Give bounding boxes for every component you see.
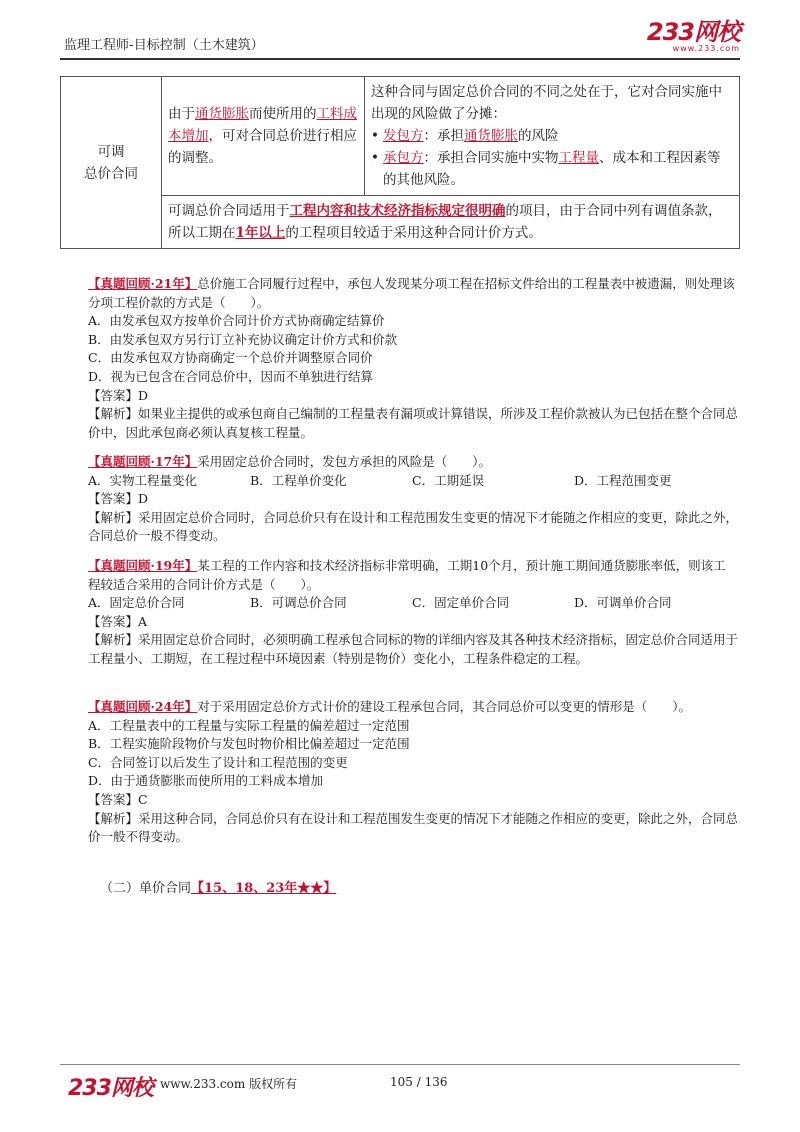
apply-text: 可调总价合同适用于 [168,203,290,219]
page-footer [60,1064,740,1105]
desc-text: 由于 [168,106,195,122]
question-block [88,275,738,442]
option: A．由发承包双方按单价合同计价方式协商确定结算价 [88,313,385,329]
question-text: 采用固定总价合同时，发包方承担的风险是（ ）。 [197,454,492,469]
option: B．由发承包双方另行订立补充协议确定计价方式和价款 [88,331,398,347]
option: C．由发承包双方协商确定一个总价并调整原合同价 [88,350,373,366]
question-text: 总价施工合同履行过程中，承包人发现某分项工程在招标文件给出的工程量表中被遗漏，则处理该分项工程价款的方式是（ ）。 [88,276,735,310]
highlight-contractor: 承包方 [383,150,424,166]
highlight-inflation: 通货膨胀 [195,106,249,122]
logo-text: 233网校 [646,18,740,46]
risk-text: ：承担合同实施中实物 [423,150,559,166]
risk-text: 、成本和工程因素等的其他风险。 [383,150,721,188]
option: D．由于通货膨胀而使所用的工料成本增加 [88,773,324,789]
risk-sharing-cell [365,77,740,196]
document-title: 监理工程师-目标控制（土木建筑） [64,38,264,53]
risk-text: 的风险 [518,128,559,144]
risk-text: ：承担 [423,128,464,144]
highlight-duration: 1年以上 [235,225,286,241]
analysis: 【解析】采用这种合同，合同总价只有在设计和工程范围发生变更的情况下才能随之作相应的变更，除此之外，合同总价一般不得变动。 [88,810,739,845]
adjust-desc-cell [162,77,365,196]
option: C．工期延误 [412,472,485,488]
desc-text: 而使所用的 [249,106,317,122]
question-tag: 【真题回顾·19年】 [88,558,198,573]
option: B．工程实施阶段物价与发包时物价相比偏差超过一定范围 [88,736,410,752]
contract-type-line1: 可调 [97,143,125,160]
answer: 【答案】D [88,387,149,403]
table-row [61,196,740,249]
option: D．视为已包含在合同总价中，因而不单独进行结算 [88,368,374,384]
list-item [371,125,733,147]
option: D．工程范围变更 [574,472,672,488]
answer: 【答案】C [88,791,148,807]
highlight-inflation: 通货膨胀 [464,128,518,144]
analysis: 【解析】采用固定总价合同时，合同总价只有在设计和工程范围发生变更的情况下才能随之作相应的变更，除此之外，合同总价一般不得变动。 [88,509,739,544]
option: C．固定单价合同 [412,595,510,611]
option: A．固定总价合同 [88,595,185,611]
options-row [88,472,738,491]
highlight-criteria: 工程内容和技术经济指标规定很明确 [289,203,506,219]
diff-intro: 这种合同与固定总价合同的不同之处在于，它对合同实施中出现的风险做了分摊： [371,84,722,122]
contract-table [60,76,740,249]
option: B．工程单价变化 [250,472,347,488]
contract-type-line2: 总价合同 [84,165,138,182]
section-tag: 【15、18、23年★★】 [191,881,337,896]
option: D．可调单价合同 [574,595,672,611]
option: B．可调总价合同 [250,595,347,611]
option: A．工程量表中的工程量与实际工程量的偏差超过一定范围 [88,717,410,733]
table-row [61,77,740,196]
question-block [88,698,738,847]
brand-logo [647,20,740,53]
copyright: www.233.com 版权所有 [160,1077,298,1091]
logo-url: www.233.com [672,44,740,53]
footer-logo: 233网校 [68,1076,153,1101]
highlight-quantity: 工程量 [558,150,599,166]
desc-text: ，可对合同总价进行相应的调整。 [168,128,357,166]
question-text: 某工程的工作内容和技术经济指标非常明确，工期10个月，预计施工期间通货膨胀率低，则该工程较适合采用的合同计价方式是（ ）。 [88,558,726,592]
question-block [88,453,738,546]
answer: 【答案】D [88,491,149,507]
section-heading [100,877,336,896]
answer: 【答案】A [88,613,148,629]
highlight-cost: 工料成本增加 [168,106,357,144]
option: C．合同签订以后发生了设计和工程范围的变更 [88,754,348,770]
list-item [371,147,733,191]
question-tag: 【真题回顾·17年】 [88,454,198,469]
option: A．实物工程量变化 [88,472,198,488]
analysis: 【解析】如果业主提供的或承包商自己编制的工程量表有漏项或计算错误，所涉及工程价款被认为已包括在整个合同总价中，因此承包商必须认真复核工程量。 [88,406,739,440]
analysis: 【解析】采用固定总价合同时，必须明确工程承包合同标的物的详细内容及其各种技术经济指标，固定总价合同适用于工程量小、工期短，在工程过程中环境因素（特别是物价）变化小，工程条件稳定的工程。 [88,632,739,666]
apply-text: 的工程项目较适于采用这种合同计价方式。 [285,225,542,241]
page-header [60,18,740,60]
page-number: 105 / 136 [390,1075,448,1089]
apply-text: 的项目，由于合同中列有调值条款，所以工期在 [168,203,722,241]
highlight-owner: 发包方 [383,128,424,144]
question-text: 对于采用固定总价方式计价的建设工程承包合同，其合同总价可以变更的情形是（ ）。 [197,699,692,714]
applicability-cell [162,196,740,249]
options-row [88,594,738,613]
risk-list [371,125,733,191]
section-label: （二）单价合同 [100,881,192,896]
question-tag: 【真题回顾·24年】 [88,699,198,714]
question-tag: 【真题回顾·21年】 [88,276,198,291]
contract-type-cell [61,77,162,249]
question-block [88,557,738,669]
